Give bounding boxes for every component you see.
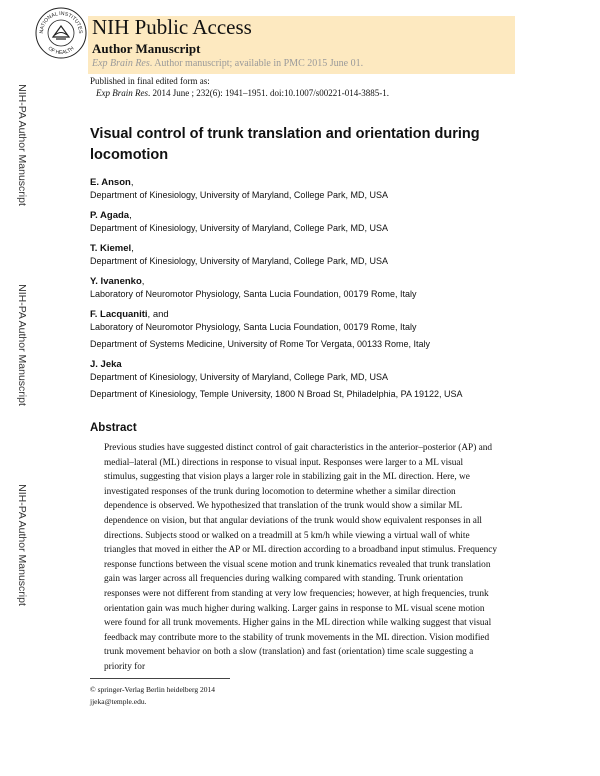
author-name: [90, 308, 560, 321]
copyright-note: © springer-Verlag Berlin heidelberg 2014: [90, 685, 215, 694]
author-list: [90, 176, 560, 408]
logo-top-text: NATIONAL INSTITUTES: [38, 10, 84, 34]
footnote-divider: [90, 678, 230, 679]
author-affiliation: Department of Kinesiology, Temple University, 1800 N Broad St, Philadelphia, PA 19122, USA: [90, 389, 463, 399]
sidebar-label: [10, 60, 34, 230]
sidebar-label: [10, 260, 34, 430]
citation-rest: . 2014 June ; 232(6): 1941–1951. doi:10.1007/s00221-014-3885-1.: [148, 88, 389, 98]
author-name: [90, 275, 560, 288]
author-separator: ,: [130, 177, 134, 188]
author-separator: ,: [141, 276, 145, 287]
sidebar-label-text: NIH-PA Author Manuscript: [16, 484, 28, 606]
banner-subtitle: Author Manuscript: [92, 41, 201, 56]
author-name-text: E. Anson: [90, 177, 131, 188]
availability-journal: Exp Brain Res: [92, 58, 150, 69]
citation-line: [96, 88, 389, 98]
author-name: [90, 209, 560, 222]
abstract-heading: Abstract: [90, 422, 137, 434]
contact-email[interactable]: jjeka@temple.edu.: [90, 697, 147, 706]
author-name-text: T. Kiemel: [90, 243, 132, 254]
author-name-text: P. Agada: [90, 210, 130, 221]
author-affiliation: Department of Kinesiology, University of Maryland, College Park, MD, USA: [90, 223, 388, 233]
nih-logo: [34, 6, 88, 60]
abstract-text: Previous studies have suggested distinct control of gait characteristics in the anterior–posterior (AP) and medial–lateral (ML) directions in response to visual input. Responses were larger to a ML visual stimulus, suggesting that vision plays a larger role in stabilizing gait in the ML direction. Here, we investigated responses of the trunk during locomotion to determine whether a similar direction dependence is observed. We hypothesized that translation of the trunk would show a similar ML dependence on vision, but that angular deviations of the trunk would show equivalent responses in all directions. Subjects stood or walked on a treadmill at 5 km/h while viewing a virtual wall of white triangles that moved in either the AP or ML direction according to a broadband input stimulus. Frequency response functions between the visual scene motion and trunk kinematics revealed that trunk translation gain was larger across all frequencies during walking compared with standing. Trunk orientation responses were not different from standing at very low frequencies; however, at high frequencies, trunk orientation gain was much higher during walking. Larger gains in response to ML visual scene motion were found for all trunk movements. Higher gains in the ML direction while walking suggest that visual feedback may contribute more to the stability of trunk movements in the ML direction. Vision modified trunk movement behavior on both a slow (translation) and fast (orientation) time scale suggesting a priority for: [104, 443, 498, 672]
author-name-text: J. Jeka: [90, 359, 122, 370]
sidebar-label: [10, 460, 34, 630]
published-line: Published in final edited form as:: [90, 76, 210, 86]
svg-text:OF HEALTH: [47, 46, 76, 56]
author-name: [90, 358, 560, 371]
author-name-text: Y. Ivanenko: [90, 276, 142, 287]
article-title: Visual control of trunk translation and orientation during locomotion: [90, 126, 480, 163]
svg-text:NATIONAL INSTITUTES: [39, 11, 83, 34]
availability-line: [92, 58, 363, 69]
sidebar-label-text: NIH-PA Author Manuscript: [16, 284, 28, 406]
author-name-text: F. Lacquaniti: [90, 309, 148, 320]
logo-bottom-text: OF HEALTH: [46, 45, 76, 57]
author-separator: ,: [129, 210, 132, 221]
author-name: [90, 176, 560, 189]
banner-title: NIH Public Access: [92, 15, 252, 39]
author-affiliation: Laboratory of Neuromotor Physiology, Santa Lucia Foundation, 00179 Rome, Italy: [90, 322, 417, 332]
availability-rest: . Author manuscript; available in PMC 2015 June 01.: [149, 58, 364, 69]
author-affiliation: Department of Kinesiology, University of Maryland, College Park, MD, USA: [90, 372, 388, 382]
author-affiliation: Laboratory of Neuromotor Physiology, Santa Lucia Foundation, 00179 Rome, Italy: [90, 289, 417, 299]
author-affiliation: Department of Kinesiology, University of Maryland, College Park, MD, USA: [90, 190, 388, 200]
author-affiliation: Department of Systems Medicine, University of Rome Tor Vergata, 00133 Rome, Italy: [90, 339, 430, 349]
author-separator: , and: [147, 309, 169, 320]
author-affiliation: Department of Kinesiology, University of Maryland, College Park, MD, USA: [90, 256, 388, 266]
author-name: [90, 242, 560, 255]
author-separator: ,: [131, 243, 134, 254]
nih-banner: [88, 16, 515, 74]
citation-journal: Exp Brain Res: [96, 88, 148, 98]
sidebar-label-text: NIH-PA Author Manuscript: [16, 84, 28, 206]
